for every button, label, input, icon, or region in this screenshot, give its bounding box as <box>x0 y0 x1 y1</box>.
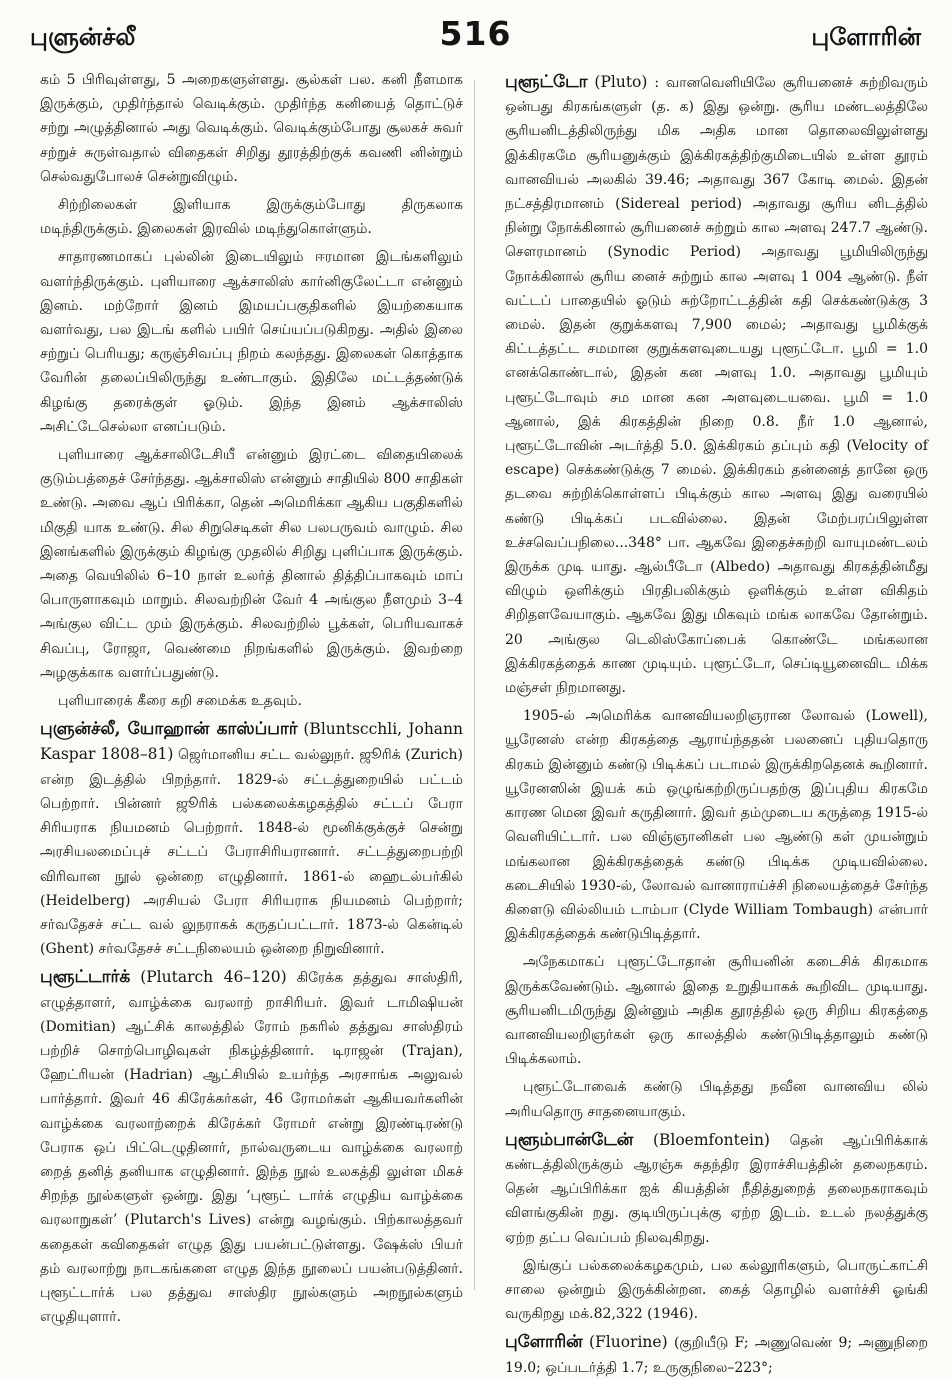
paragraph: அநேகமாகப் புளூட்டோதான் சூரியனின் கடைசிக் கிரகமாக இருக்கவேண்டும். ஆனால் இதை உறுதியாகக் கூறிவிட முடியாது. சூரியனிடமிருந்து இன்னும் அதிக தூரத்தில் ஒரு சிறிய கிரகத்தை வானவியலறிஞர்கள் ஒரு காலத்தில் கண்டுபிடித்தாலும் கண்டு பிடிக்கலாம். <box>505 954 928 1068</box>
entry-text: கிரேக்க தத்துவ சாஸ்திரி, எழுத்தாளர், வாழ்க்கை வரலாற் றாசிரியர். இவர் டாமிஷியன் (Domitian) ஆட்சிக் காலத்தில் ரோம் நகரில் தத்துவ சாஸ்திரம் பற்றிச் சொற்பொழிவுகள் நிகழ்த்தினார். டிராஜன் (Trajan), ஹேட்ரியன் (Hadrian) ஆட்சியில் உயர்ந்த அரசாங்க அலுவல் பார்த்தார். இவர் 46 கிரேக்கர்கள், 46 ரோமர்கள் ஆகியவர்களின் வாழ்க்கை வரலாற்றைக் கிரேக்கர் ரோமர் என்று இரண்டிரண்டு பேராக ஒப் பிட்டெழுதினார், நால்வருடைய வாழ்க்கை வரலாற் றைத் தனித் தனியாக எழுதினார். இந்த நூல் உலகத்தி லுள்ள மிகச் சிறந்த நூல்களுள் ஒன்று. இது ‘புளூட் டார்க் எழுதிய வாழ்க்கை வரலாறுகள்’ (Plutarch's Lives) என்று வழங்கும். பிற்காலத்தவர் கதைகள் கவிதைகள் எழுத இது பயன்பட்டுள்ளது. ஷேக்ஸ் பியர் தம் வரலாற்று நாடகங்களை எழுத இந்த நூலைப் பயன்படுத்தினர். புளூட்டார்க் பல தத்துவ சாஸ்திர நூல்களும் அறநூல்களும் எழுதியுளார். <box>40 970 464 1326</box>
entry-fluorine <box>505 1330 928 1379</box>
paragraph: சாதாரணமாகப் புல்லின் இடையிலும் ஈரமான இடங்களிலும் வளர்ந்திருக்கும். புளியாரை ஆக்சாலிஸ் கார்னிகுலேட்டா என்னும் இனம். மற்றோர் இனம் இமயப்பகுதிகளில் இயற்கையாக வளர்வது, பல இடங் களில் பயிர் செய்யப்படுகிறது. அதில் இலை சற்றுப் பெரியது; கருஞ்சிவப்பு நிறம் கலந்தது. இலைகள் கொத்தாக வேரின் தலைப்பிலிருந்து உண்டாகும். இதிலே மட்டத்தண்டுக் கிழங்கு தரைக்குள் ஓடும். இந்த இனம் ஆக்சாலிஸ் அசிட்டேசெல்லா எனப்படும். <box>40 249 463 435</box>
running-head <box>18 10 933 62</box>
entry-text: (குறியீடு F; அணுவெண் 9; அணுநிறை 19.0; ஒப்படர்த்தி 1.7; உருகுநிலை–223°; <box>505 1335 928 1376</box>
paragraph: 1905-ல் அமெரிக்க வானவியலறிஞரான லோவல் (Lowell), யூரேனஸ் என்ற கிரகத்தை ஆராய்ந்ததன் பலனைப் புதியதொரு கிரகம் இன்னும் கண்டு பிடிக்கப் படாமல் இருக்கிறதெனக் கூறினார். யூரேனஸின் இயக் கம் ஒழுங்கற்றிருப்பதற்கு இப்புதிய கிரகமே காரண மென இவர் கருதினார். இவர் தம்முடைய கருத்தை 1915-ல் வெளியிட்டார். பல விஞ்ஞானிகள் பல ஆண்டு கள் முயன்றும் மங்கலான இக்கிரகத்தைக் கண்டு பிடிக்க முடியவில்லை. கடைசியில் 1930-ல், லோவல் வானாராய்ச்சி நிலையத்தைச் சேர்ந்த கிளைடு வில்லியம் டாம்பா (Clyde William Tombaugh) என்பார் இக்கிரகத்தைக் கண்டுபிடித்தார். <box>505 708 928 943</box>
paragraph: இங்குப் பல்கலைக்கழகமும், பல கல்லூரிகளும், பொருட்காட்சி சாலை ஒன்றும் இருக்கின்றன. கைத் தொழில் வளர்ச்சி ஓங்கி வருகிறது மக்.82,322 (1946). <box>505 1257 928 1323</box>
paragraph: புளூட்டோவைக் கண்டு பிடித்தது நவீன வானவிய லில் அரியதொரு சாதனையாகும். <box>505 1079 928 1120</box>
entry-bluntschli <box>40 717 463 961</box>
entry-pluto <box>505 70 928 700</box>
entry-latin-name: (Bluntscchli, Johann Kaspar 1808–81) <box>40 720 464 764</box>
entry-text: : வானவெளியிலே சூரியனைச் சுற்றிவரும் ஒன்பது கிரகங்களுள் (த. க) இது ஒன்று. சூரிய மண்டலத்திலே சூரியனிடத்திலிருந்து மிக அதிக மான தொலைவிலுள்ளது இக்கிரகமே சூரியனுக்கும் இக்கிரகத்திற்குமிடையில் உள்ள தூரம் வானவியல் அலகில் 39.46; அதாவது 367 கோடி மைல். இதன் நட்சத்திரமானம் (Sidereal period) அதாவது சூரிய னிடத்தில் நின்று நோக்கினால் சூரியனைச் சுற்றும் கால அளவு 247.7 ஆண்டு. சௌரமானம் (Synodic Period) அதாவது பூமியிலிருந்து நோக்கினால் சூரிய னைச் சுற்றும் கால அளவு 1 004 ஆண்டு. நீள் வட்டப் பாதையில் ஓடும் சுற்றோட்டத்தின் கதி செக்கண்டுக்கு 3 மைல். இதன் குறுக்களவு 7,900 மைல்; அதாவது பூமிக்குக் கிட்டத்தட்ட சமமான குறுக்களவுடையது புளூட்டோ. பூமி = 1.0 எனக்கொண்டால், இதன் கன அளவு 1.0. அதாவது பூமியும் புளூட்டோவும் சம மான கன அளவுடையவை. பூமி = 1.0 ஆனால், இக் கிரகத்தின் நிறை 0.8. நீர் 1.0 ஆனால், புளூட்டோவின் அடர்த்தி 5.0. இக்கிரகம் தப்பும் கதி (Velocity of escape) செக்கண்டுக்கு 7 மைல். இக்கிரகம் தன்னைத் தானே ஒரு தடவை சுற்றிக்கொள்ளப் பிடிக்கும் கால அளவு இது வரையில் கண்டு பிடிக்கப் படவில்லை. இதன் மேற்பரப்பிலுள்ள உச்சவெப்பநிலை...348° பா. ஆகவே இதைச்சுற்றி வாயுமண்டலம் இருக்க முடி யாது. ஆல்பீடோ (Albedo) அதாவது கிரகத்தின்மீது விழும் ஒளிக்கும் பிரதிபலிக்கும் ஒளிக்கும் உள்ள விகிதம் சிறிதளவேயாகும். ஆகவே இது மிகவும் மங்க லாகவே தோன்றும். 20 அங்குல டெலிஸ்கோப்பைக் கொண்டே மங்கலான இக்கிரகத்தைக் காண முடியும். புளூட்டோ, செப்டியூனைவிட மிக்க மஞ்சள் நிறமானது. <box>505 75 929 697</box>
entry-headword: புளுன்ச்லீ, யோஹான் காஸ்ப்பார் <box>40 719 298 740</box>
page-number: 516 <box>439 14 512 53</box>
entry-latin-name: (Bloemfontein) <box>652 1130 770 1149</box>
entry-headword: புளூட்டார்க் <box>40 967 131 988</box>
paragraph: புளியாரை ஆக்சாலிடேசியீ என்னும் இரட்டை விதையிலைக் குடும்பத்தைச் சேர்ந்தது. ஆக்சாலிஸ் என்னும் சாதியில் 800 சாதிகள் உண்டு. அவை ஆப் பிரிக்கா, தென் அமெரிக்கா ஆகிய பகுதிகளில் மிகுதி யாக உண்டு. சில சிறுசெடிகள் சில பலபருவம் வாழும். சில இனங்களில் இருக்கும் கிழங்கு முதலில் சிறிது புளிப்பாக இருக்கும். அதை வெயிலில் 6–10 நாள் உலர்த் தினால் தித்திப்பாகவும் மாப் பொருளாகவும் மாறும். சிலவற்றின் வேர் 4 அங்குல நீளமும் 3–4 அங்குல விட்ட மும் இருக்கும். சிலவற்றில் பூக்கள், பெரியவாகச் சிவப்பு, ரோஜா, வெண்மை நிறங்களில் இருக்கும். இவற்றை அழகுக்காக வளர்ப்பதுண்டு. <box>40 447 463 681</box>
entry-headword: புளோரின் <box>505 1332 583 1353</box>
entry-latin-name: (Plutarch 46–120) <box>140 968 287 987</box>
right-column <box>505 68 929 1376</box>
paragraph: சிற்றிலைகள் இளியாக இருக்கும்போது திருகலாக மடிந்திருக்கும். இலைகள் இரவில் மடிந்துகொள்ளும். <box>40 197 463 238</box>
entry-latin-name: (Fluorine) <box>588 1333 668 1352</box>
entry-bloemfontein <box>505 1128 928 1250</box>
entry-latin-name: (Pluto) <box>594 73 648 91</box>
left-guide-word: புளுன்ச்லீ <box>30 22 136 51</box>
entry-text: தென் ஆப்பிரிக்காக் கண்டத்திலிருக்கும் ஆரஞ்சு சுதந்திர இராச்சியத்தின் தலைநகரம். தென் ஆப்பிரிக்கா ஐக் கியத்தின் நீதித்துறைத் தலைநகராகவும் விளங்குகின் றது. குடியிருப்புக்கு ஏற்ற இடம். உடல் நலத்துக்கு ஏற்ற தட்ப வெப்பம் நிலவுகிறது. <box>505 1132 928 1246</box>
left-column <box>40 68 464 1326</box>
entry-text: ஜெர்மானிய சட்ட வல்லுநர். ஜூரிக் (Zurich) என்ற இடத்தில் பிறந்தார். 1829-ல் சட்டத்துறையில் பட்டம் பெற்றார். பின்னர் ஜூரிக் பல்கலைக்கழகத்தில் சட்டப் பேரா சிரியராக நியமனம் பெற்றார். 1848-ல் மூனிக்குக்குச் சென்று அரசியலமைப்புச் சட்டப் பேராசிரியரானார். சட்டத்துறைபற்றி விரிவான நூல் ஒன்றை எழுதினார். 1861-ல் ஹைடல்பர்கில் (Heidelberg) அரசியல் பேரா சிரியராக நியமனம் பெற்றார்; சர்வதேசச் சட்ட வல் லுநராகக் கருதப்பட்டார். 1873-ல் கென்டில் (Ghent) சர்வதேசச் சட்டநிலையம் ஒன்றை நிறுவினார். <box>40 747 463 958</box>
paragraph: கம் 5 பிரிவுள்ளது, 5 அறைகளுள்ளது. சூல்கள் பல. கனி நீளமாக இருக்கும், முதிர்ந்தால் வெடிக்கும். முதிர்ந்த கனியைத் தொட்டுச் சற்று அழுத்தினால் அது வெடிக்கும். வெடிக்கும்போது சூலகச் சுவர் சற்றுச் சுருள்வதால் விதைகள் சிறிது தூரத்திற்குக் கவணி னின்றும் செல்வதுபோலச் சென்றுவிழும். <box>40 72 463 185</box>
right-guide-word: புளோரின் <box>811 22 921 51</box>
entry-headword: புளூட்டோ <box>505 72 588 92</box>
entry-plutarch <box>40 965 463 1329</box>
column-divider <box>474 80 475 1290</box>
paragraph: புளியாரைக் கீரை கறி சமைக்க உதவும். <box>58 693 302 710</box>
entry-headword: புளூம்பான்டேன் <box>505 1129 634 1150</box>
